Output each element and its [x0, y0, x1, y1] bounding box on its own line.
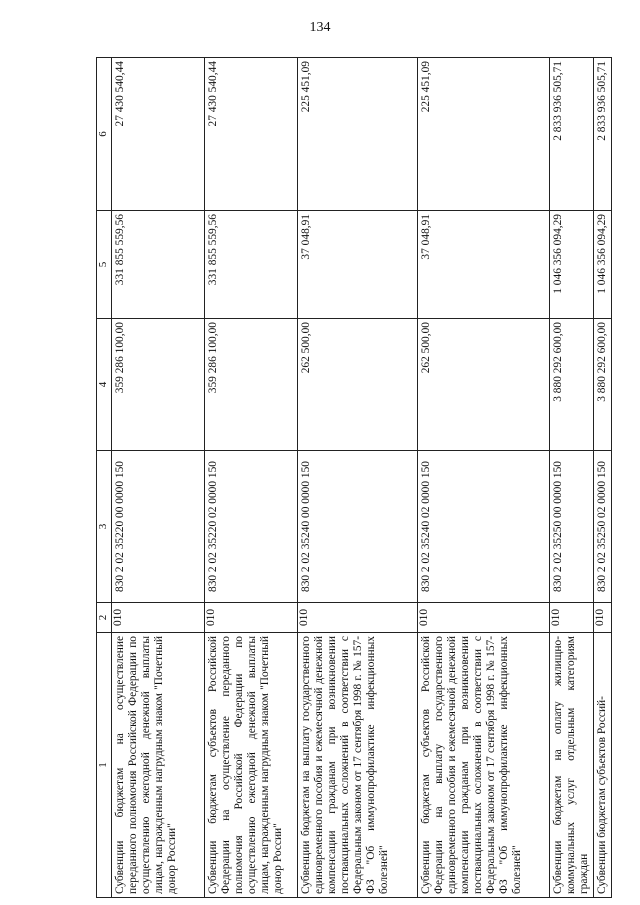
row-line-code: 010 — [298, 603, 418, 633]
table-row — [418, 58, 550, 898]
row-line-code: 010 — [594, 603, 612, 633]
column-header: 4 — [97, 319, 112, 451]
table-row — [205, 58, 298, 898]
row-description: Субвенции бюджетам субъектов Российской Федерации на осуществление переданного полномочия Российской Федерации по осуществлению ежегодной денежной выплаты лицам, награжденным нагрудным знаком "Почетный донор России" — [205, 633, 298, 898]
row-description: Субвенции бюджетам на оплату жилищно-коммунальных услуг отдельным категориям граждан — [550, 633, 594, 898]
row-executed-value: 37 048,91 — [298, 211, 418, 319]
row-executed-value: 331 855 559,56 — [112, 211, 205, 319]
row-planned-value: 3 880 292 600,00 — [550, 319, 594, 451]
row-budget-code: 830 2 02 35220 02 0000 150 — [205, 451, 298, 603]
row-remaining-value: 27 430 540,44 — [205, 58, 298, 211]
row-executed-value: 331 855 559,56 — [205, 211, 298, 319]
row-executed-value: 37 048,91 — [418, 211, 550, 319]
row-budget-code: 830 2 02 35250 02 0000 150 — [594, 451, 612, 603]
row-remaining-value: 27 430 540,44 — [112, 58, 205, 211]
row-remaining-value: 225 451,09 — [298, 58, 418, 211]
row-planned-value: 262 500,00 — [298, 319, 418, 451]
row-budget-code: 830 2 02 35250 00 0000 150 — [550, 451, 594, 603]
rotated-table-area — [96, 58, 622, 898]
row-planned-value: 359 286 100,00 — [112, 319, 205, 451]
row-remaining-value: 2 833 936 505,71 — [550, 58, 594, 211]
row-line-code: 010 — [205, 603, 298, 633]
row-line-code: 010 — [112, 603, 205, 633]
row-planned-value: 262 500,00 — [418, 319, 550, 451]
row-planned-value: 359 286 100,00 — [205, 319, 298, 451]
row-line-code: 010 — [418, 603, 550, 633]
row-line-code: 010 — [550, 603, 594, 633]
column-header: 1 — [97, 633, 112, 898]
budget-table — [96, 57, 612, 898]
table-row — [550, 58, 594, 898]
page-number: 134 — [309, 20, 331, 35]
row-description: Субвенции бюджетам на осуществление переданного полномочия Российской Федерации по осуществлению ежегодной денежной выплаты лицам, награжденным нагрудным знаком "Почетный донор России" — [112, 633, 205, 898]
row-executed-value: 1 046 356 094,29 — [550, 211, 594, 319]
row-description: Субвенции бюджетам на выплату государственного единовременного пособия и ежемесячной денежной компенсации гражданам при возникновении поствакцинальных осложнений в соответствии с Федеральным законом от 17 сентября 1998 г. № 157-ФЗ "Об иммунопрофилактике инфекционных болезней" — [298, 633, 418, 898]
column-header: 2 — [97, 603, 112, 633]
row-description: Субвенции бюджетам субъектов Российской Федерации на выплату государственного единовременного пособия и ежемесячной денежной компенсации гражданам при возникновении поствакцинальных осложнений в соответствии с Федеральным законом от 17 сентября 1998 г. № 157-ФЗ "Об иммунопрофилактике инфекционных болезней" — [418, 633, 550, 898]
column-header: 3 — [97, 451, 112, 603]
row-remaining-value: 225 451,09 — [418, 58, 550, 211]
row-executed-value: 1 046 356 094,29 — [594, 211, 612, 319]
table-row — [112, 58, 205, 898]
row-description: Субвенции бюджетам субъектов Россий- — [594, 633, 612, 898]
row-budget-code: 830 2 02 35220 00 0000 150 — [112, 451, 205, 603]
column-header: 6 — [97, 58, 112, 211]
table-row — [298, 58, 418, 898]
table-row — [594, 58, 612, 898]
row-remaining-value: 2 833 936 505,71 — [594, 58, 612, 211]
column-header: 5 — [97, 211, 112, 319]
row-budget-code: 830 2 02 35240 00 0000 150 — [298, 451, 418, 603]
rotated-table-container — [96, 58, 622, 898]
row-budget-code: 830 2 02 35240 02 0000 150 — [418, 451, 550, 603]
table-header-row — [97, 58, 112, 898]
row-planned-value: 3 880 292 600,00 — [594, 319, 612, 451]
